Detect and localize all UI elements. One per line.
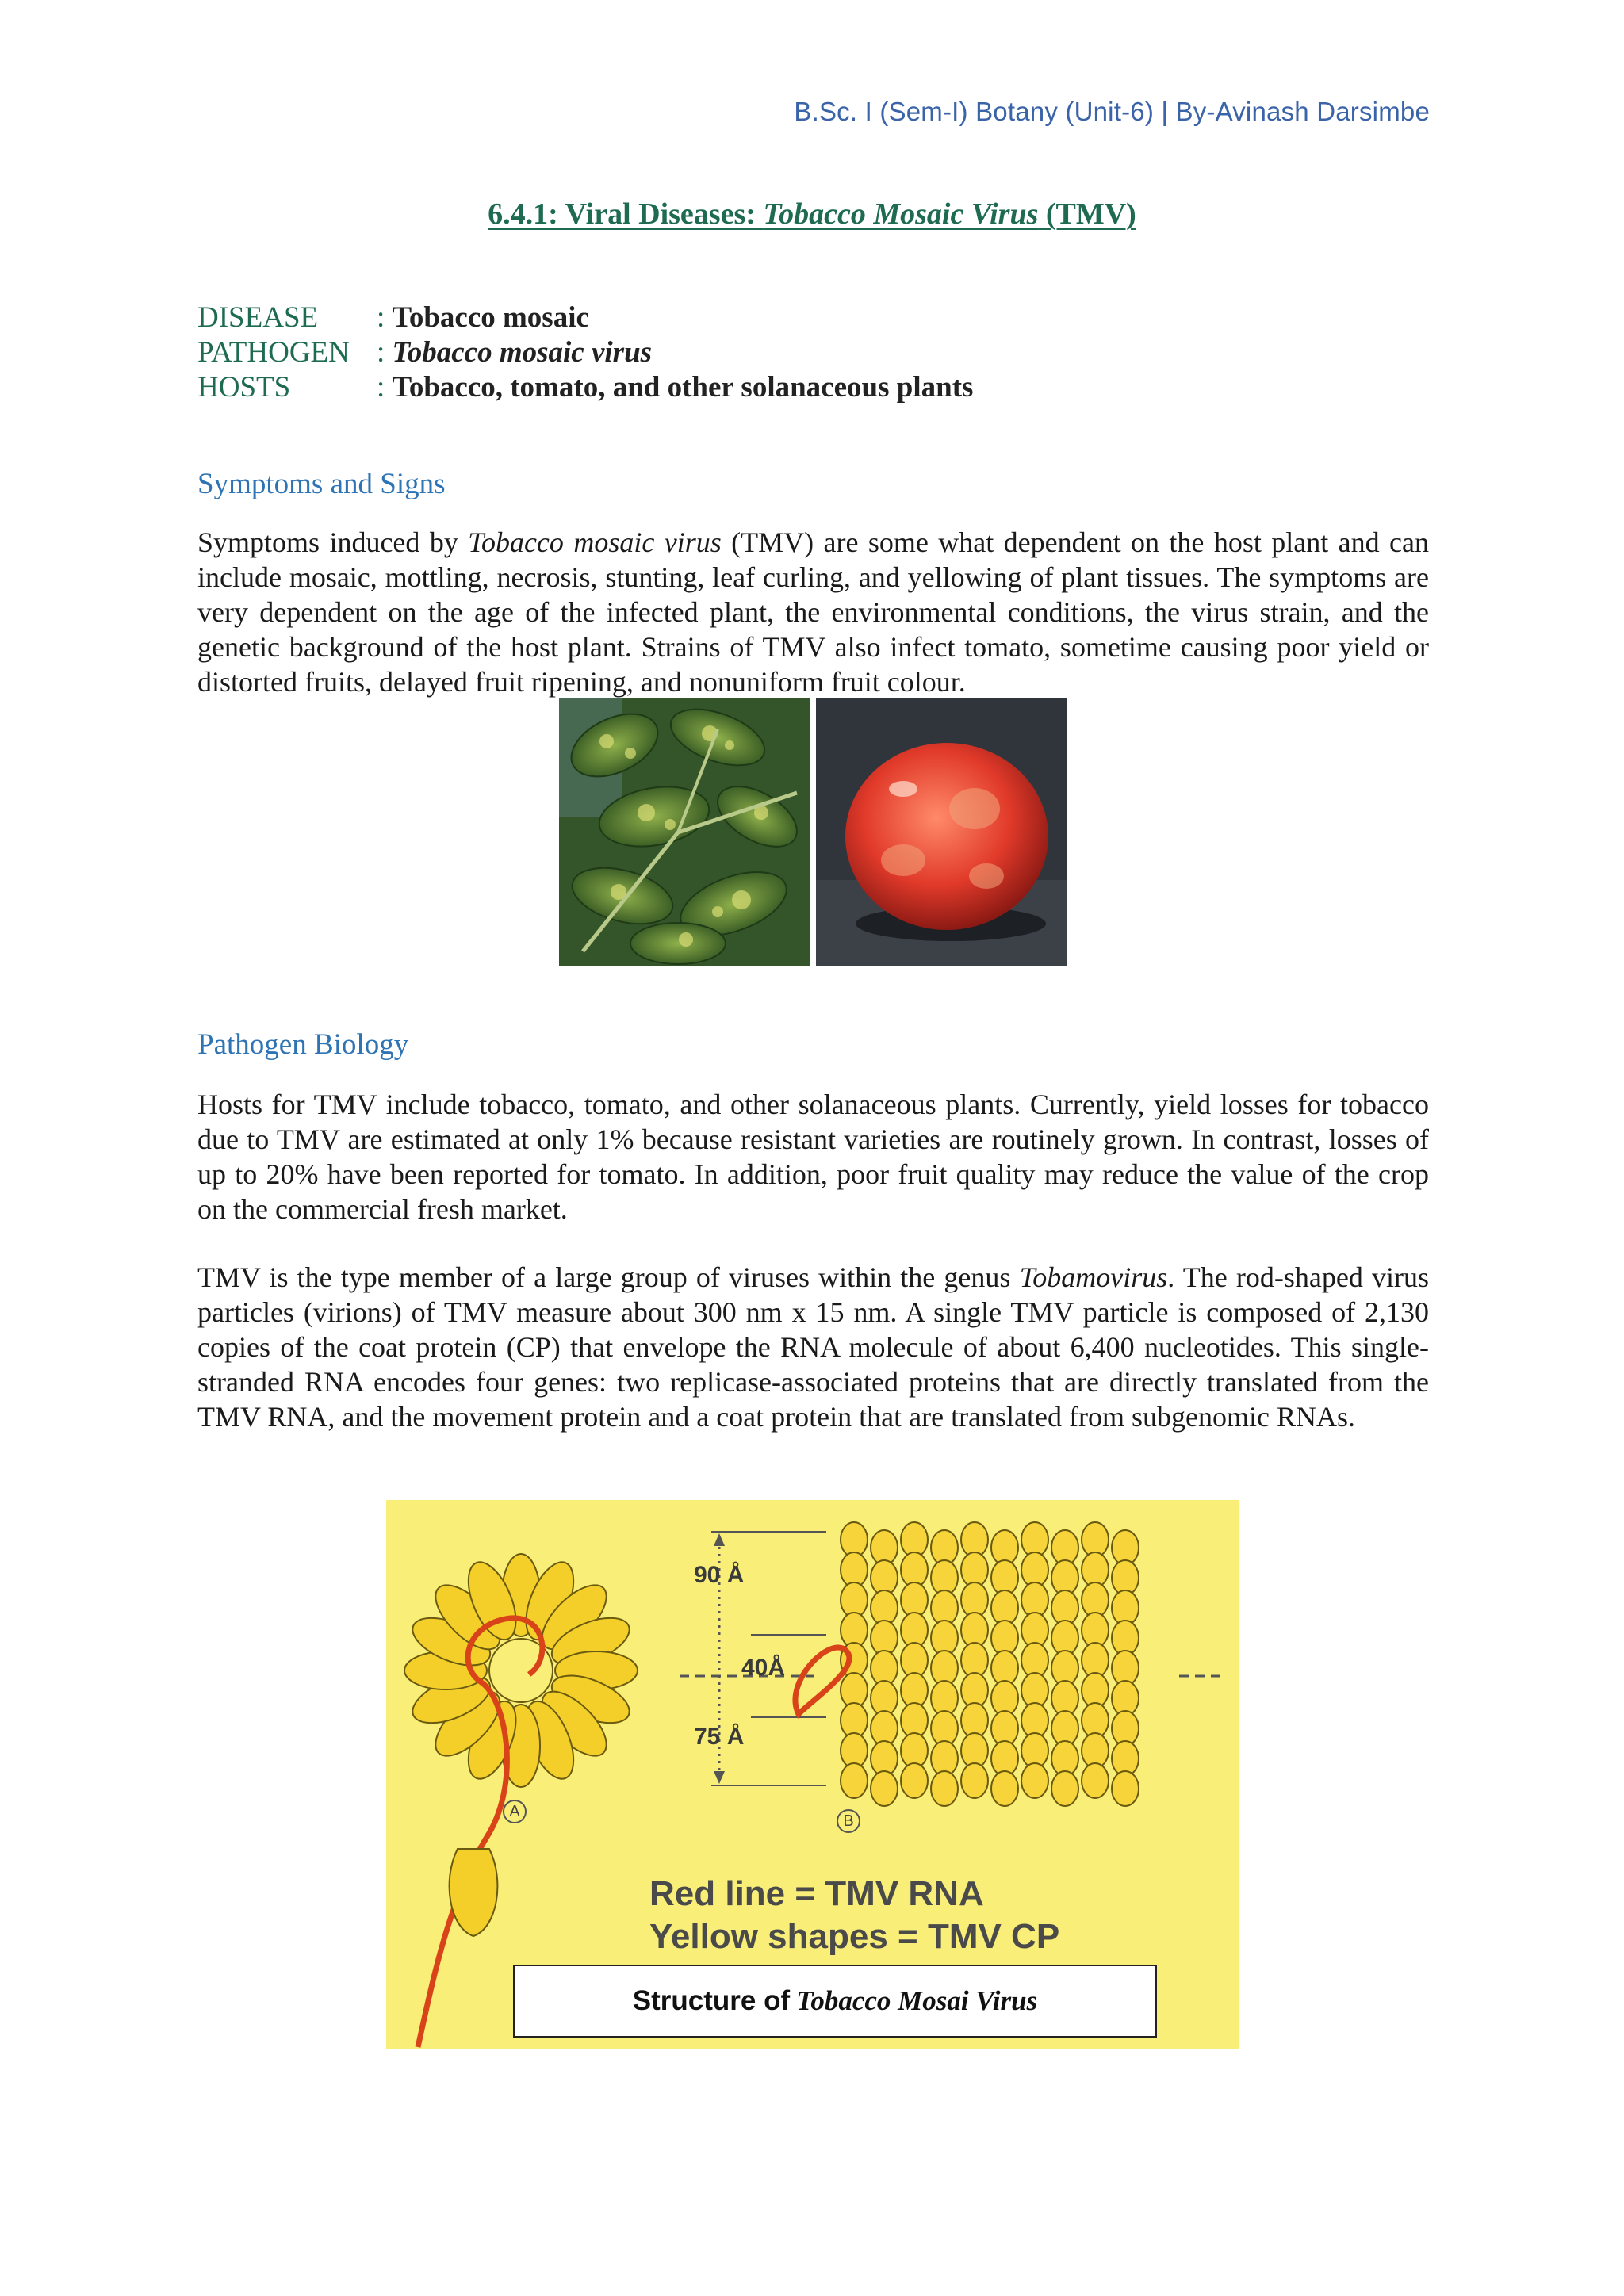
tmv-leaf-photo	[559, 698, 810, 966]
page-header: B.Sc. I (Sem-I) Botany (Unit-6) | By-Avinash Darsimbe	[794, 97, 1430, 126]
rod-coat-protein	[961, 1763, 988, 1798]
paragraph-tmv-structure: TMV is the type member of a large group of viruses within the genus Tobamovirus. The rod-shaped virus particles (virions) of TMV measure about 300 nm x 15 nm. A single TMV particle is composed of 2,130 copies of the coat protein (CP) that envelope the RNA molecule of about 6,400 nucleotides. This single-stranded RNA encodes four genes: two replicase-associated proteins that are directly translated from the TMV RNA, and the movement protein and a coat protein that are translated from subgenomic RNAs.	[197, 1261, 1429, 1433]
paragraph-hosts: Hosts for TMV include tobacco, tomato, and other solanaceous plants. Currently, yield losses for tobacco due to TMV are estimated at only 1% because resistant varieties are routinely grown. In contrast, losses of up to 20% have been reported for tomato. In addition, poor fruit quality may reduce the value of the crop on the commercial fresh market.	[197, 1089, 1429, 1225]
field-key: PATHOGEN	[197, 336, 350, 369]
label-40a: 40Å	[741, 1655, 786, 1681]
paragraph-symptoms: Symptoms induced by Tobacco mosaic virus (TMV) are some what dependent on the host plant and can include mosaic, mottling, necrosis, stunting, leaf curling, and yellowing of plant tissues. The symptoms are very dependent on the age of the infected plant, the environmental conditions, the virus strain, and the genetic background of the host plant. Strains of TMV also infect tomato, sometime causing poor yield or distorted fruits, delayed fruit ripening, and nonuniform fruit colour.	[197, 526, 1429, 698]
legend-yellow-shapes: Yellow shapes = TMV CP	[649, 1917, 1060, 1956]
rod-coat-protein	[841, 1763, 868, 1798]
field-disease: DISEASE : Tobacco mosaic	[197, 301, 589, 334]
page-title: 6.4.1: Viral Diseases: Tobacco Mosaic Virus (TMV)	[488, 197, 1136, 231]
rod-coat-protein	[1021, 1763, 1048, 1798]
label-75a: 75 Å	[694, 1724, 745, 1750]
diagram-caption: Structure of Tobacco Mosai Virus	[513, 1965, 1157, 2038]
marker-b: B	[837, 1809, 860, 1833]
tmv-tomato-photo	[816, 698, 1067, 966]
rod-coat-protein	[991, 1771, 1018, 1806]
field-key: HOSTS	[197, 371, 291, 404]
field-value: Tobacco, tomato, and other solanaceous plants	[392, 371, 974, 404]
tmv-structure-diagram	[386, 1500, 1239, 2049]
label-90a: 90 Å	[694, 1562, 745, 1588]
rod-coat-protein	[871, 1771, 898, 1806]
field-pathogen: PATHOGEN : Tobacco mosaic virus	[197, 336, 653, 369]
field-key: DISEASE	[197, 301, 319, 334]
field-value: Tobacco mosaic	[392, 301, 589, 334]
marker-a: A	[503, 1800, 527, 1823]
rod-coat-protein	[1051, 1771, 1078, 1806]
field-hosts: HOSTS : Tobacco, tomato, and other solanaceous plants	[197, 371, 974, 404]
heading-symptoms: Symptoms and Signs	[197, 468, 446, 500]
rod-coat-protein	[901, 1763, 928, 1798]
rod-coat-protein	[1112, 1771, 1139, 1806]
legend-red-line: Red line = TMV RNA	[649, 1874, 984, 1913]
field-value: Tobacco mosaic virus	[392, 336, 653, 369]
heading-pathogen-biology: Pathogen Biology	[197, 1028, 409, 1061]
rod-coat-protein	[1082, 1763, 1109, 1798]
rod-coat-protein	[931, 1771, 958, 1806]
